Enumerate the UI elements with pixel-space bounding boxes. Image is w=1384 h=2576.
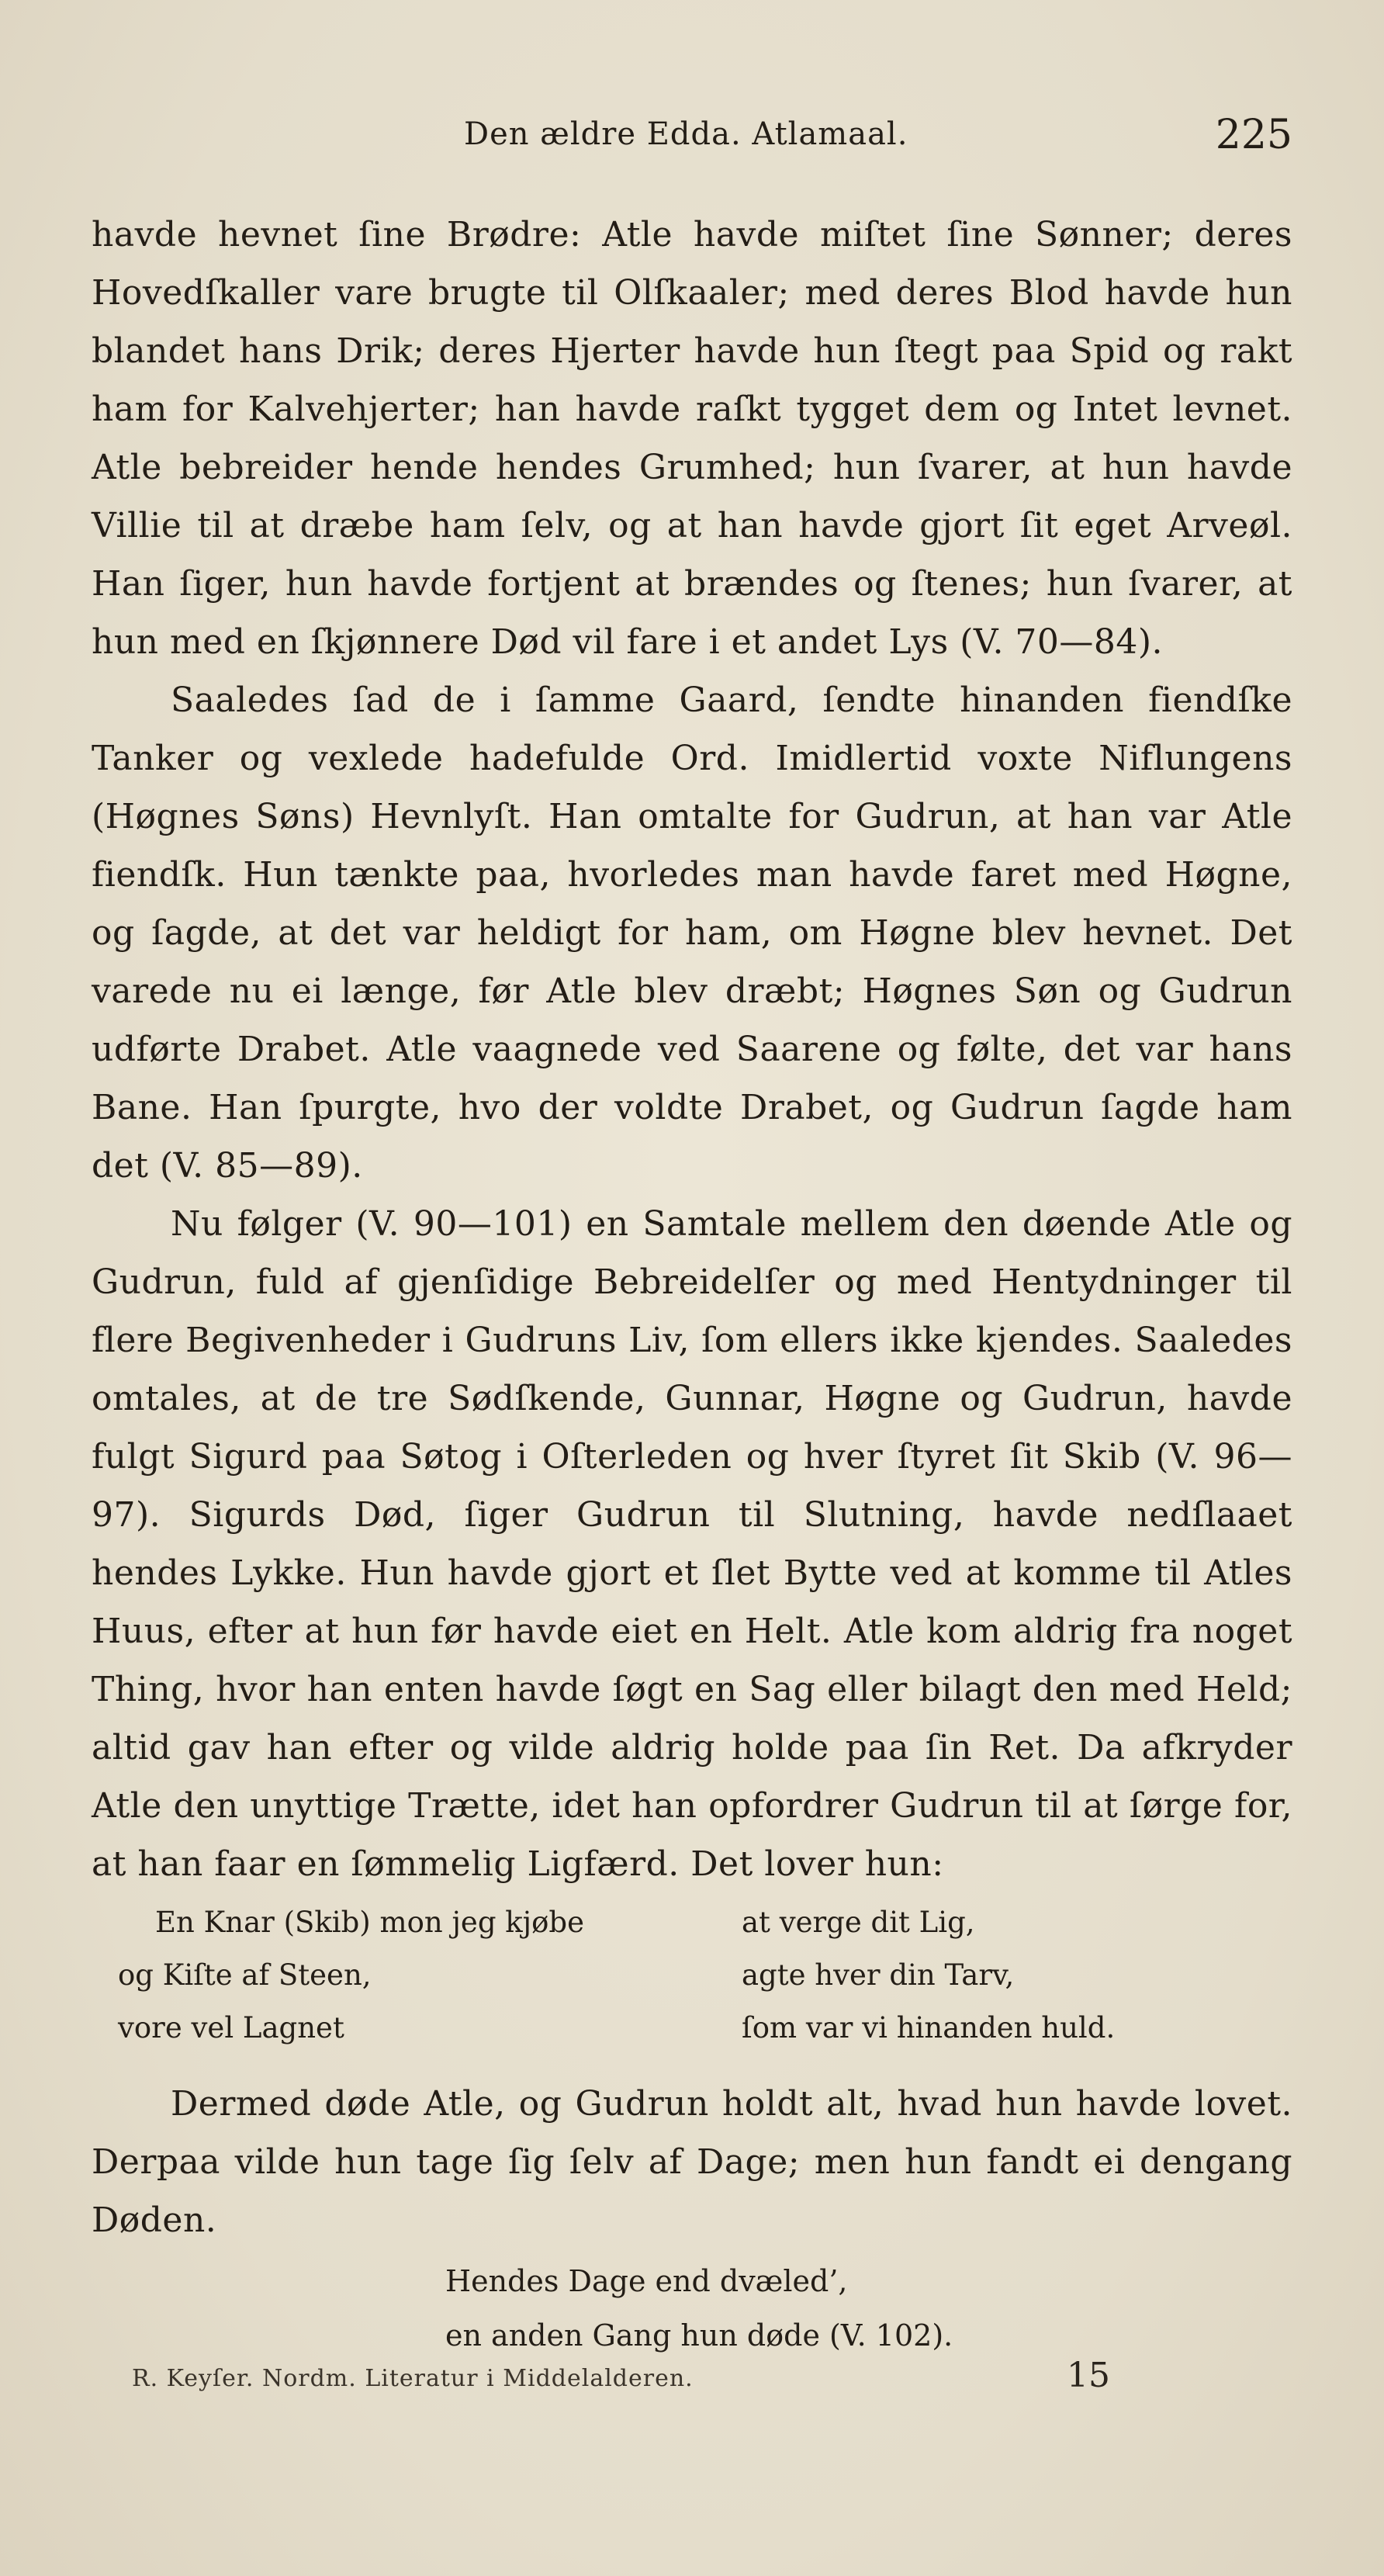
- verse-line: en anden Gang hun døde (V. 102).: [445, 2318, 953, 2353]
- verse-left-column: [118, 1896, 584, 2055]
- verse-line: Hendes Dage end dvæled’,: [445, 2264, 848, 2298]
- signature-mark: 15: [1067, 2356, 1110, 2395]
- verse-line: at verge dit Lig,: [742, 1906, 975, 1939]
- paragraph-2: Saaledes ſad de i ſamme Gaard, ſendte hinanden fiendſke Tanker og vexlede hadefulde Ord. Imidlertid voxte Niflungens (Høgnes Søns) Hevnlyſt. Han omtalte for Gudrun, at han var Atle fiendſk. Hun tænkte paa, hvorledes man havde faret med Høgne, og ſagde, at det var heldigt for ham, om Høgne blev hevnet. Det varede nu ei længe, før Atle blev dræbt; Høgnes Søn og Gudrun udførte Drabet. Atle vaagnede ved Saarene og følte, det var hans Bane. Han ſpurgte, hvo der voldte Drabet, og Gudrun ſagde ham det (V. 85—89).: [92, 680, 1292, 1186]
- verse-line: agte hver din Tarv,: [742, 1958, 1015, 1992]
- paragraph-1: havde hevnet ſine Brødre: Atle havde miſtet ſine Sønner; deres Hovedſkaller vare brugte til Olſkaaler; med deres Blod havde hun blandet hans Drik; deres Hjerter havde hun ſtegt paa Spid og rakt ham for Kalvehjerter; han havde raſkt tygget dem og Intet levnet. Atle bebreider hende hendes Grumhed; hun ſvarer, at hun havde Villie til at dræbe ham ſelv, og at han havde gjort ſit eget Arveøl. Han ſiger, hun havde fortjent at brændes og ſtenes; hun ſvarer, at hun med en ſkjønnere Død vil fare i et andet Lys (V. 70—84).: [92, 215, 1292, 662]
- verse-right-column: [742, 1896, 1115, 2055]
- page-number: 225: [1215, 112, 1292, 158]
- page-header: [92, 112, 1292, 171]
- signature-line: R. Keyſer. Nordm. Literatur i Middelalderen.: [132, 2365, 694, 2392]
- verse-line: ſom var vi hinanden huld.: [742, 2011, 1116, 2045]
- closing-verse: [445, 2254, 953, 2363]
- page-footer: [132, 2356, 1140, 2405]
- verse-line: En Knar (Skib) mon jeg kjøbe: [155, 1906, 585, 1939]
- verse-block: [92, 1896, 1292, 2059]
- verse-line: og Kiſte af Steen,: [118, 1958, 372, 1992]
- verse-line: vore vel Lagnet: [118, 2011, 344, 2045]
- paragraph-4: Dermed døde Atle, og Gudrun holdt alt, hvad hun havde lovet. Derpaa vilde hun tage ſig ſelv af Dage; men hun fandt ei dengang Døden.: [92, 2084, 1292, 2240]
- paragraph-3: Nu følger (V. 90—101) en Samtale mellem den døende Atle og Gudrun, fuld af gjenſidige Bebreidelſer og med Hentydninger til flere Begivenheder i Gudruns Liv, ſom ellers ikke kjendes. Saaledes omtales, at de tre Sødſkende, Gunnar, Høgne og Gudrun, havde fulgt Sigurd paa Søtog i Oſterleden og hver ſtyret ſit Skib (V. 96—97). Sigurds Død, ſiger Gudrun til Slutning, havde nedſlaaet hendes Lykke. Hun havde gjort et ſlet Bytte ved at komme til Atles Huus, efter at hun før havde eiet en Helt. Atle kom aldrig fra noget Thing, hvor han enten havde ſøgt en Sag eller bilagt den med Held; altid gav han efter og vilde aldrig holde paa ſin Ret. Da afkryder Atle den unyttige Trætte, idet han opfordrer Gudrun til at ſørge for, at han faar en ſømmelig Ligfærd. Det lover hun:: [92, 1204, 1292, 1884]
- body-text: [92, 206, 1292, 2249]
- running-title: Den ældre Edda. Atlamaal.: [464, 116, 908, 152]
